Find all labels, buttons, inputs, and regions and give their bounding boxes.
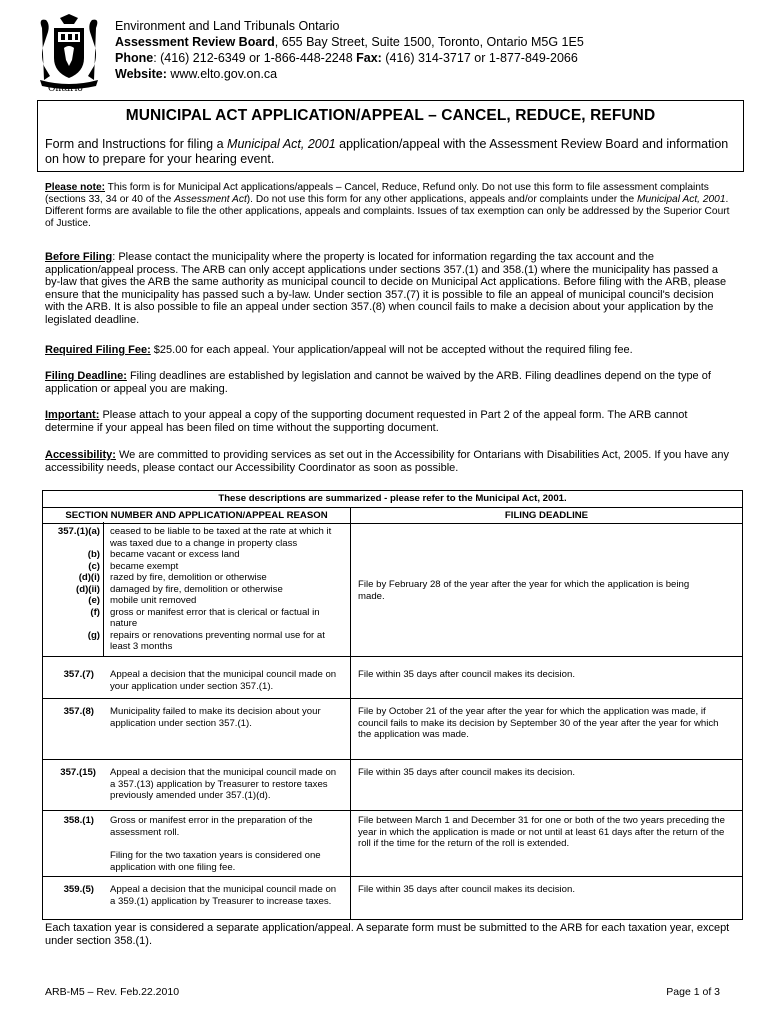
reason-f: gross or manifest error that is clerical or factual in nature	[110, 606, 320, 629]
website-label: Website:	[115, 67, 167, 81]
section-e: (e)	[88, 595, 100, 606]
please-note-act-2: Municipal Act, 2001	[636, 194, 726, 205]
phone-value: : (416) 212-6349 or 1-866-448-2248	[153, 51, 357, 65]
row2-reason: Appeal a decision that the municipal council made on your application under section 357.(1).	[110, 669, 337, 692]
board-address: , 655 Bay Street, Suite 1500, Toronto, Ontario M5G 1E5	[274, 35, 584, 49]
section-357-1-a: 357.(1)(a)	[57, 526, 100, 537]
accessibility-text: We are committed to providing services as set out in the Accessibility for Ontarians with Disabilities Act, 2005. If you have any accessibility needs, please contact our Accessibility Coordinator as soon as possible.	[45, 449, 729, 474]
phone-fax-line	[115, 50, 584, 66]
row5-reason-note: Filing for the two taxation years is considered one application with one filing fee.	[110, 850, 321, 873]
taxation-year-note: Each taxation year is considered a separate application/appeal. A separate form must be submitted to the ARB for each taxation year, except under section 358.(1).	[45, 922, 730, 947]
website-value: www.elto.gov.on.ca	[166, 67, 278, 81]
section-d-ii: (d)(ii)	[76, 583, 100, 595]
logo-caption: Ontario	[48, 84, 83, 94]
row4-deadline: File within 35 days after council makes its decision.	[358, 767, 576, 778]
fax-label: Fax:	[356, 51, 382, 65]
reason-e: mobile unit removed	[110, 595, 197, 606]
accessibility-paragraph	[45, 449, 735, 474]
column-header-section: SECTION NUMBER AND APPLICATION/APPEAL REASON	[42, 507, 351, 524]
section-f: (f)	[90, 606, 100, 618]
table-caption: These descriptions are summarized - please refer to the Municipal Act, 2001.	[42, 490, 743, 508]
row5-section: 358.(1)	[63, 815, 94, 826]
accessibility-label: Accessibility:	[45, 449, 116, 461]
title-box	[37, 100, 744, 172]
row1-sections	[46, 526, 100, 641]
section-d-i: (d)(i)	[78, 572, 100, 583]
reason-d-ii: damaged by fire, demolition or otherwise	[110, 583, 283, 595]
important-label: Important:	[45, 409, 100, 421]
section-c: (c)	[88, 560, 100, 572]
row5-reason: Gross or manifest error in the preparation of the assessment roll.	[110, 815, 313, 838]
please-note-act-1: Assessment Act	[174, 194, 247, 205]
important-paragraph	[45, 409, 735, 434]
filing-deadline-table	[42, 490, 743, 920]
row3-reason: Municipality failed to make its decision about your application under section 357.(1).	[110, 706, 321, 729]
intro-text	[45, 137, 737, 167]
before-filing-paragraph	[45, 251, 735, 326]
tribunal-name: Environment and Land Tribunals Ontario	[115, 19, 340, 33]
please-note-text-3: . Different forms are available to file the other applications, appeals and complaints. Issues of tax exemption can only be addressed by the Superior Court of Justice.	[45, 194, 730, 229]
page-number: Page 1 of 3	[666, 986, 720, 998]
row5-deadline: File between March 1 and December 31 for one or both of the two years preceding the year in which the application is made or not until at least 61 days after the return of the roll if the time for the return of the roll is extended.	[358, 815, 725, 849]
reason-d-i: razed by fire, demolition or otherwise	[110, 572, 267, 583]
intro-act: Municipal Act, 2001	[227, 137, 336, 151]
section-g: (g)	[87, 629, 100, 641]
intro-after: application/appeal with the Assessment Review Board and information on how to prepare for your hearing event.	[45, 137, 729, 166]
please-note-paragraph	[45, 182, 735, 230]
reason-a: ceased to be liable to be taxed at the rate at which it was taxed due to a change in property class	[110, 526, 332, 549]
row6-section: 359.(5)	[63, 884, 94, 895]
row3-section: 357.(8)	[63, 706, 94, 717]
row2-deadline: File within 35 days after council makes its decision.	[358, 669, 576, 680]
section-divider	[103, 522, 104, 657]
important-text: Please attach to your appeal a copy of the supporting document requested in Part 2 of the appeal form. The ARB cannot determine if your appeal has been filed on time without the supporting document.	[45, 409, 688, 434]
row4-section: 357.(15)	[60, 767, 96, 778]
column-divider	[350, 522, 351, 920]
filing-deadline-paragraph	[45, 370, 735, 395]
board-name: Assessment Review Board	[115, 35, 275, 49]
please-note-text-2: ). Do not use this form for any other applications, appeals and/or complaints under the	[246, 194, 637, 205]
row6-deadline: File within 35 days after council makes its decision.	[358, 884, 576, 895]
filing-deadline-text: Filing deadlines are established by legislation and cannot be waived by the ARB. Filing deadlines depend on the type of application or appeal you are making.	[45, 370, 711, 395]
required-fee-label: Required Filing Fee:	[45, 344, 151, 356]
row6-reason: Appeal a decision that the municipal council made on a 359.(1) application by Treasurer to increase taxes.	[110, 884, 337, 907]
intro-before: Form and Instructions for filing a	[45, 137, 228, 151]
please-note-label: Please note:	[45, 182, 106, 193]
row3-deadline: File by October 21 of the year after the year for which the application was made, if council fails to make its decision by September 30 of the year after the year for which the application was made.	[358, 706, 719, 740]
reason-c: became exempt	[110, 560, 179, 572]
board-address-line	[115, 34, 584, 50]
board-contact-header	[115, 18, 584, 82]
row1-deadline: File by February 28 of the year after the year for which the application is being made.	[358, 579, 690, 602]
website-line	[115, 66, 584, 82]
before-filing-label: Before Filing	[45, 251, 113, 263]
required-fee-text: $25.00 for each appeal. Your application/appeal will not be accepted without the required filing fee.	[150, 344, 633, 356]
column-header-deadline: FILING DEADLINE	[350, 507, 743, 524]
required-fee-paragraph	[45, 344, 735, 357]
please-note-text-1: This form is for Municipal Act applications/appeals – Cancel, Reduce, Refund only. Do not use this form to file assessment complaints (sections 33, 34 or 40 of the	[45, 182, 709, 205]
row4-reason: Appeal a decision that the municipal council made on a 357.(13) application by Treasurer to restore taxes previously amended under 357.(1)(d).	[110, 767, 337, 801]
reason-g: repairs or renovations preventing normal use for at least 3 months	[110, 629, 325, 652]
before-filing-text: : Please contact the municipality where the property is located for information regarding the tax account and the application/appeal process. The ARB can only accept applications under sections 357.(1) and 358.(1) where the municipality has passed a by-law that gives the ARB the same authority as municipal council to decide on Municipal Act applications. Before filing with the ARB, please ensure that the municipality has passed such a by-law. Under section 357.(7) it is possible to file an appeal of municipal council's decision with the ARB. It is also possible to file an appeal under section 357.(8) when council fails to make a decision about your application by the legislated deadline.	[45, 251, 727, 326]
filing-deadline-label: Filing Deadline:	[45, 370, 127, 382]
fax-value: (416) 314-3717 or 1-877-849-2066	[381, 51, 578, 65]
reason-b: became vacant or excess land	[110, 549, 240, 560]
row1-reasons	[110, 526, 345, 653]
form-revision: ARB-M5 – Rev. Feb.22.2010	[45, 986, 180, 998]
phone-label: Phone	[115, 51, 154, 65]
row2-section: 357.(7)	[63, 669, 94, 680]
page-title: MUNICIPAL ACT APPLICATION/APPEAL – CANCEL, REDUCE, REFUND	[125, 107, 656, 124]
section-b: (b)	[87, 549, 100, 560]
